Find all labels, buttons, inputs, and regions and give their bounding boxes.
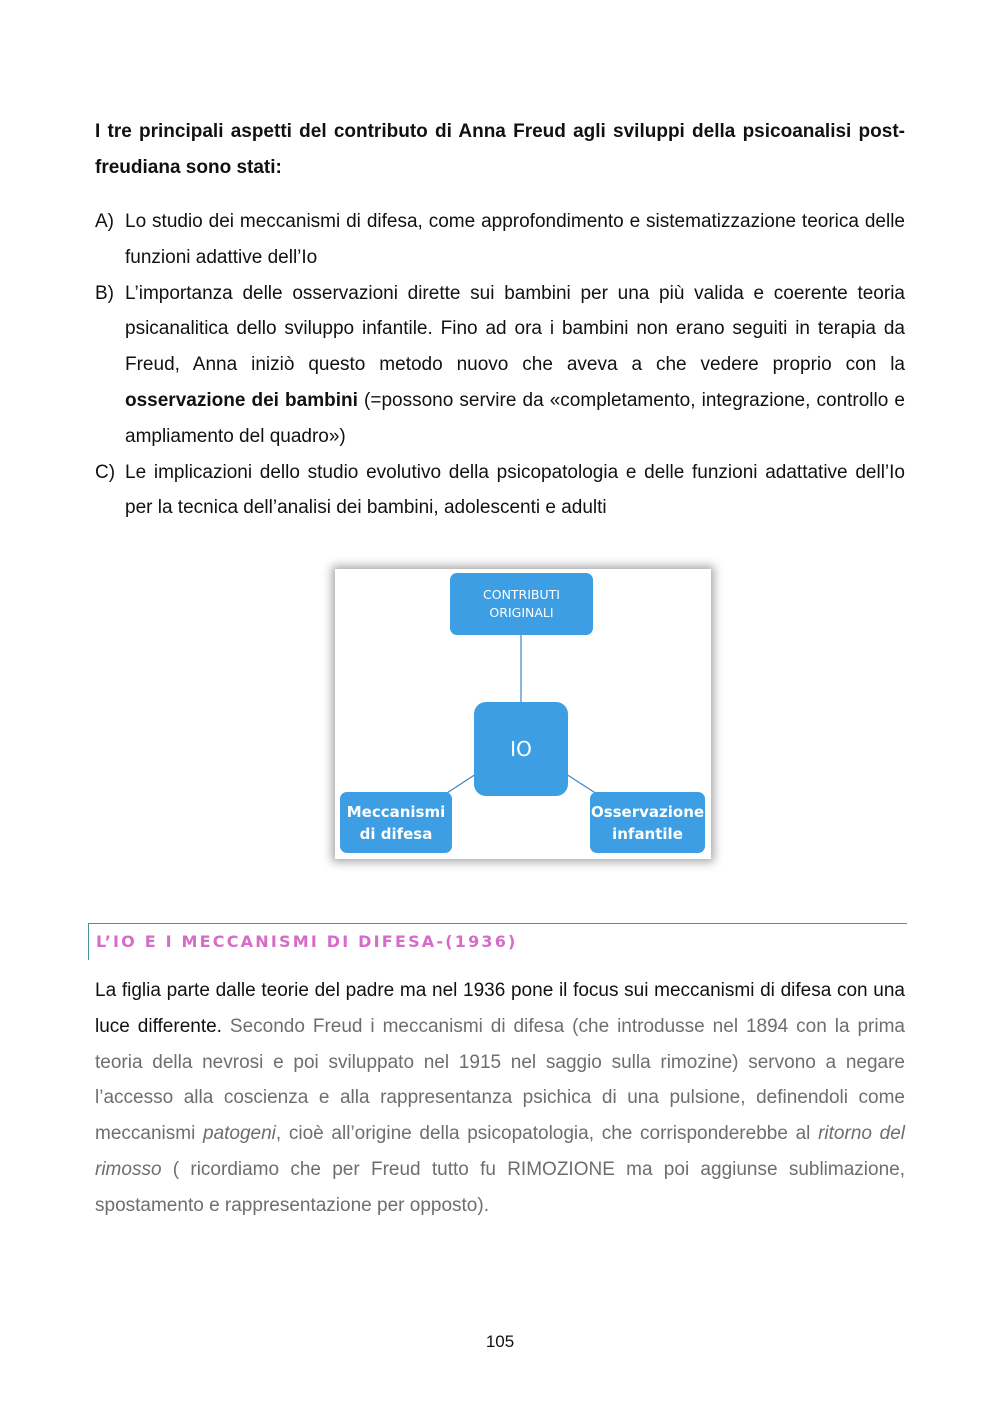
list-item-text: Le implicazioni dello studio evolutivo della psicopatologia e delle funzioni adattative dell’Io per la tecnica dell’analisi dei bambini, adolescenti e adulti <box>125 461 905 519</box>
section-heading <box>88 923 907 960</box>
section-title: L’IO E I MECCANISMI DI DIFESA-(1936) <box>96 932 518 951</box>
aspects-list <box>95 204 905 526</box>
italic-term: patogeni <box>203 1123 276 1145</box>
node-io: IO <box>474 702 568 796</box>
node-meccanismi-di-difesa: Meccanismi di difesa <box>340 792 452 853</box>
list-marker: A) <box>95 211 114 232</box>
italic-term: ritorno del rimosso <box>95 1123 906 1180</box>
page-number: 105 <box>485 1332 515 1351</box>
list-item-text: Lo studio dei meccanismi di difesa, come approfondimento e sistematizzazione teorica delle funzioni adattive dell’Io <box>125 211 905 268</box>
list-marker: B) <box>95 282 114 304</box>
node-contributi-originali: CONTRIBUTI ORIGINALI <box>450 573 593 635</box>
list-item-b <box>95 276 905 455</box>
bold-term: osservazione dei bambini <box>125 389 358 411</box>
list-marker: C) <box>95 461 116 483</box>
list-item-text: L’importanza delle osservazioni dirette sui bambini per una più valida e coerente teoria psicanalitica dello sviluppo infantile. Fino ad ora i bambini non erano seguiti in terapia da Freud, Anna iniziò questo metodo nuovo che aveva a che vedere proprio con la osservazione dei bambini (=possono servire da «completamento, integrazione, controllo e ampliamento del quadro») <box>125 282 905 447</box>
node-osservazione-infantile: Osservazione infantile <box>590 792 705 853</box>
io-diagram <box>335 569 711 859</box>
body-paragraph: La figlia parte dalle teorie del padre ma nel 1936 pone il focus sui meccanismi di difesa con una luce differente. Secondo Freud i meccanismi di difesa (che introdusse nel 1894 con la prima teoria della nevrosi e poi sviluppato nel 1915 nel saggio sulla rimozine) servono a negare l’accesso alla coscienza e alla rappresentanza psichica di una pulsione, definendoli come meccanismi patogeni, cioè all’origine della psicopatologia, che corrisponderebbe al ritorno del rimosso ( ricordiamo che per Freud tutto fu RIMOZIONE ma poi aggiunse sublimazione, spostamento e rappresentazione per opposto). <box>95 980 906 1216</box>
list-item-a <box>95 204 905 276</box>
list-item-c <box>95 455 905 527</box>
intro-heading: I tre principali aspetti del contributo di Anna Freud agli sviluppi della psicoanalisi post-freudiana sono stati: <box>95 121 905 178</box>
